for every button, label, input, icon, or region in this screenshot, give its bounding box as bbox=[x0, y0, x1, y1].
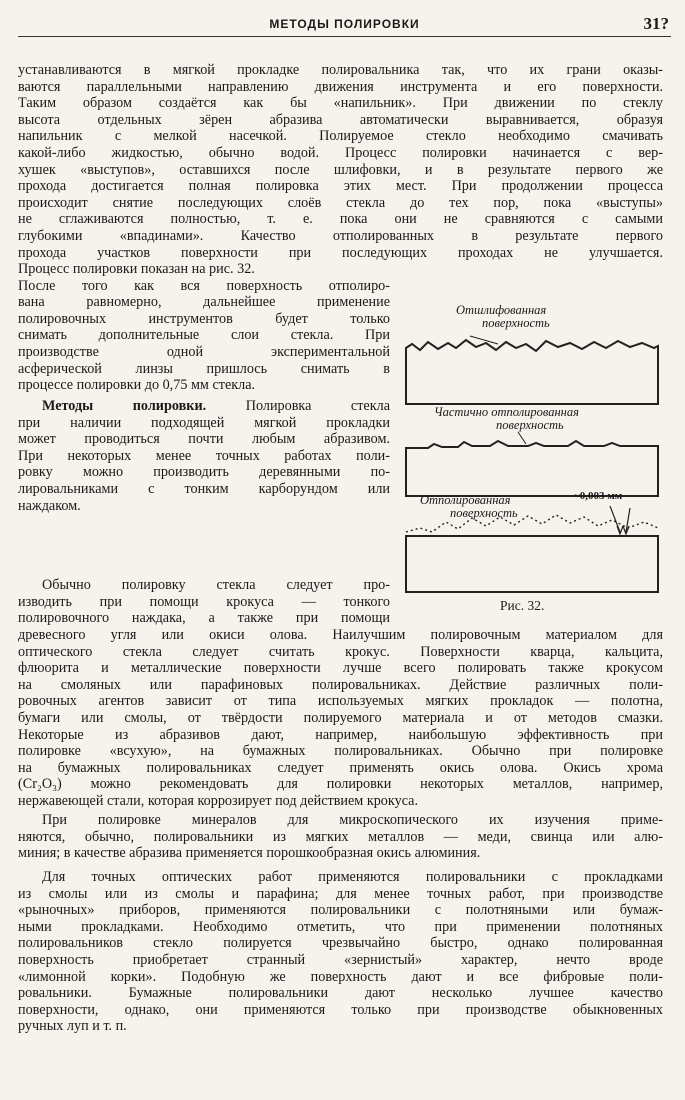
text-line: на бумажных полировальниках следует применять окись олова. Окись хрома bbox=[18, 759, 663, 776]
paragraph-4-wide bbox=[18, 627, 663, 810]
polished-block bbox=[406, 536, 658, 592]
text-line: древесного угля или окиси олова. Наилучшим полировочным материалом для bbox=[18, 627, 663, 643]
text-line: оптического стекла следует считать крокус. Поверхности кварца, кальцита, bbox=[18, 643, 663, 660]
label-ground-surface: Отшлифованная поверхность bbox=[456, 303, 550, 330]
text-line: производстве одной экспериментальной bbox=[18, 343, 390, 360]
text-line: ровальники. Бумажные полировальники дают несколько лучшее качество bbox=[18, 985, 663, 1002]
partially-polished-block bbox=[406, 441, 658, 496]
text-line: глубокими «впадинами». Качество отполированных в результате первого bbox=[18, 227, 663, 244]
text-line: какой-либо жидкостью, обычно водой. Процесс полировки начинается с вер- bbox=[18, 144, 663, 161]
text-line: «рыночных» приборов, применяются полировальники с полотняными или бумаж- bbox=[18, 902, 663, 919]
arrow-head bbox=[617, 526, 623, 534]
text-line: поверхность приобретает странный «зернистый» характер, нечто вроде bbox=[18, 951, 663, 968]
text-line: ными прокладками. Необходимо отметить, что при применении полотняных bbox=[18, 918, 663, 935]
text-line: При полировке минералов для микроскопического их изучения приме- bbox=[42, 812, 663, 828]
text-line: полировальников стекло полируется чрезвычайно быстро, однако полированная bbox=[18, 935, 663, 952]
figure-caption: Рис. 32. bbox=[500, 598, 545, 613]
text-line: на смоляных или парафиновых полировальниках. Действие различных поли- bbox=[18, 676, 663, 693]
text-line: может проводиться почти любым абразивом. bbox=[18, 431, 390, 448]
text-line: ваются параллельными направлению движения инструмента и его поверхности. bbox=[18, 78, 663, 95]
text-line: бумаги или смолы, от твёрдости полируемого материала и от методов смазки. bbox=[18, 709, 663, 726]
paragraph-1 bbox=[18, 62, 663, 261]
text-line: няются, обычно, полировальники из мягких металлов — меди, свинца или алю- bbox=[18, 828, 663, 845]
text-line: После того как вся поверхность отполиро- bbox=[18, 277, 390, 294]
text-line: прохода достигается полная полировка этих мест. При продолжении процесса bbox=[18, 178, 663, 195]
text-line: Таким образом создаётся как бы «напильник». При движении по стеклу bbox=[18, 95, 663, 112]
paragraph-2 bbox=[18, 261, 390, 394]
text-line: ровочных агентов зависит от типа используемых мягких прокладок — полотна, bbox=[18, 693, 663, 710]
text-line: лировальниками с тонким карборундом или bbox=[18, 480, 390, 497]
page-number: 31? bbox=[643, 14, 669, 33]
arrow-line bbox=[610, 506, 620, 532]
text-line: нержавеющей стали, которая коррозирует под действием крокуса. bbox=[18, 792, 419, 809]
paragraph-3 bbox=[18, 398, 390, 514]
figure-drawing bbox=[398, 296, 664, 596]
section-heading: Методы полировки. bbox=[42, 398, 207, 414]
header-title: МЕТОДЫ ПОЛИРОВКИ bbox=[269, 17, 420, 31]
text-line: Для точных оптических работ применяются полировальники с прокладками bbox=[42, 869, 663, 885]
text-line: Процесс полировки показан на рис. 32. bbox=[18, 261, 255, 277]
text-line: поверхности, однако, они применяются только при производстве обыкновенных bbox=[18, 1001, 663, 1018]
text-line: снимать дополнительные слои стекла. При bbox=[18, 327, 390, 344]
text-line: изводить при помощи крокуса — тонкого bbox=[18, 593, 390, 610]
text-line: напильник с мелкой насечкой. Полируемое стекло необходимо смачивать bbox=[18, 128, 663, 145]
text-line: прохода участков поверхности при последующих проходах не улучшается. bbox=[18, 244, 663, 261]
leader-line bbox=[518, 432, 526, 444]
text-line: высота отдельных зёрен абразива автоматически выравнивается, образуя bbox=[18, 111, 663, 128]
text-line: ручных луп и т. п. bbox=[18, 1018, 127, 1035]
text-line: хушек «выступов», оставшихся после шлифовки, и в результате первого же bbox=[18, 161, 663, 178]
text-line: устанавливаются в мягкой прокладке полировальника так, что их грани оказы- bbox=[18, 62, 663, 78]
label-partially-polished: Частично отполированная поверхность bbox=[434, 405, 579, 432]
paragraph-4-narrow bbox=[18, 577, 390, 627]
text-line: При некоторых менее точных работах поли- bbox=[18, 447, 390, 464]
text-line: Методы полировки. Полировка стекла bbox=[42, 398, 390, 414]
text-line: Некоторые из абразивов дают, например, наибольшую эффективность при bbox=[18, 726, 663, 743]
running-header bbox=[18, 14, 671, 37]
text-line: полировочного наждака, а также при помощи bbox=[18, 610, 390, 627]
text-line: вана равномерно, дальнейшее применение bbox=[18, 294, 390, 311]
text-line: процессе полировки до 0,75 мм стекла. bbox=[18, 377, 256, 394]
text-line: асферической линзы пришлось снимать в bbox=[18, 360, 390, 377]
ground-surface-block bbox=[406, 340, 658, 404]
measurement-label: ~0,003 мм bbox=[574, 490, 623, 502]
paragraph-5 bbox=[18, 812, 663, 862]
text-line: флюорита и металлические поверхности лучше всего полировать также крокусом bbox=[18, 660, 663, 677]
text-line: «лимонной корки». Подобную же поверхность дают и все фибровые поли- bbox=[18, 968, 663, 985]
text-line: (Cr₂O₃) можно рекомендовать для полировки некоторых металлов, например, bbox=[18, 776, 663, 793]
text-line: из смолы или из смолы и парафина; для менее точных работ, при производстве bbox=[18, 885, 663, 902]
text-line: наждаком. bbox=[18, 497, 81, 514]
text-line: происходит снятие последующих слоёв стекла до тех пор, пока «выступы» bbox=[18, 194, 663, 211]
text-line: при наличии подходящей мягкой прокладки bbox=[18, 414, 390, 431]
text-line: не сглаживаются полностью, т. е. пока они не сравняются с самыми bbox=[18, 211, 663, 228]
text-line: миния; в качестве абразива применяется порошкообразная окись алюминия. bbox=[18, 845, 481, 862]
label-polished-surface: Отполированная поверхность bbox=[420, 493, 518, 520]
figure-32 bbox=[398, 296, 664, 626]
text-line: полировочных инструментов будет только bbox=[18, 310, 390, 327]
text-line: Обычно полировку стекла следует про- bbox=[42, 577, 390, 593]
paragraph-6 bbox=[18, 869, 663, 1035]
text-line: ровку можно производить деревянными по- bbox=[18, 464, 390, 481]
text-line: полировке «всухую», на бумажных полировальниках. Обычно при полировке bbox=[18, 743, 663, 760]
